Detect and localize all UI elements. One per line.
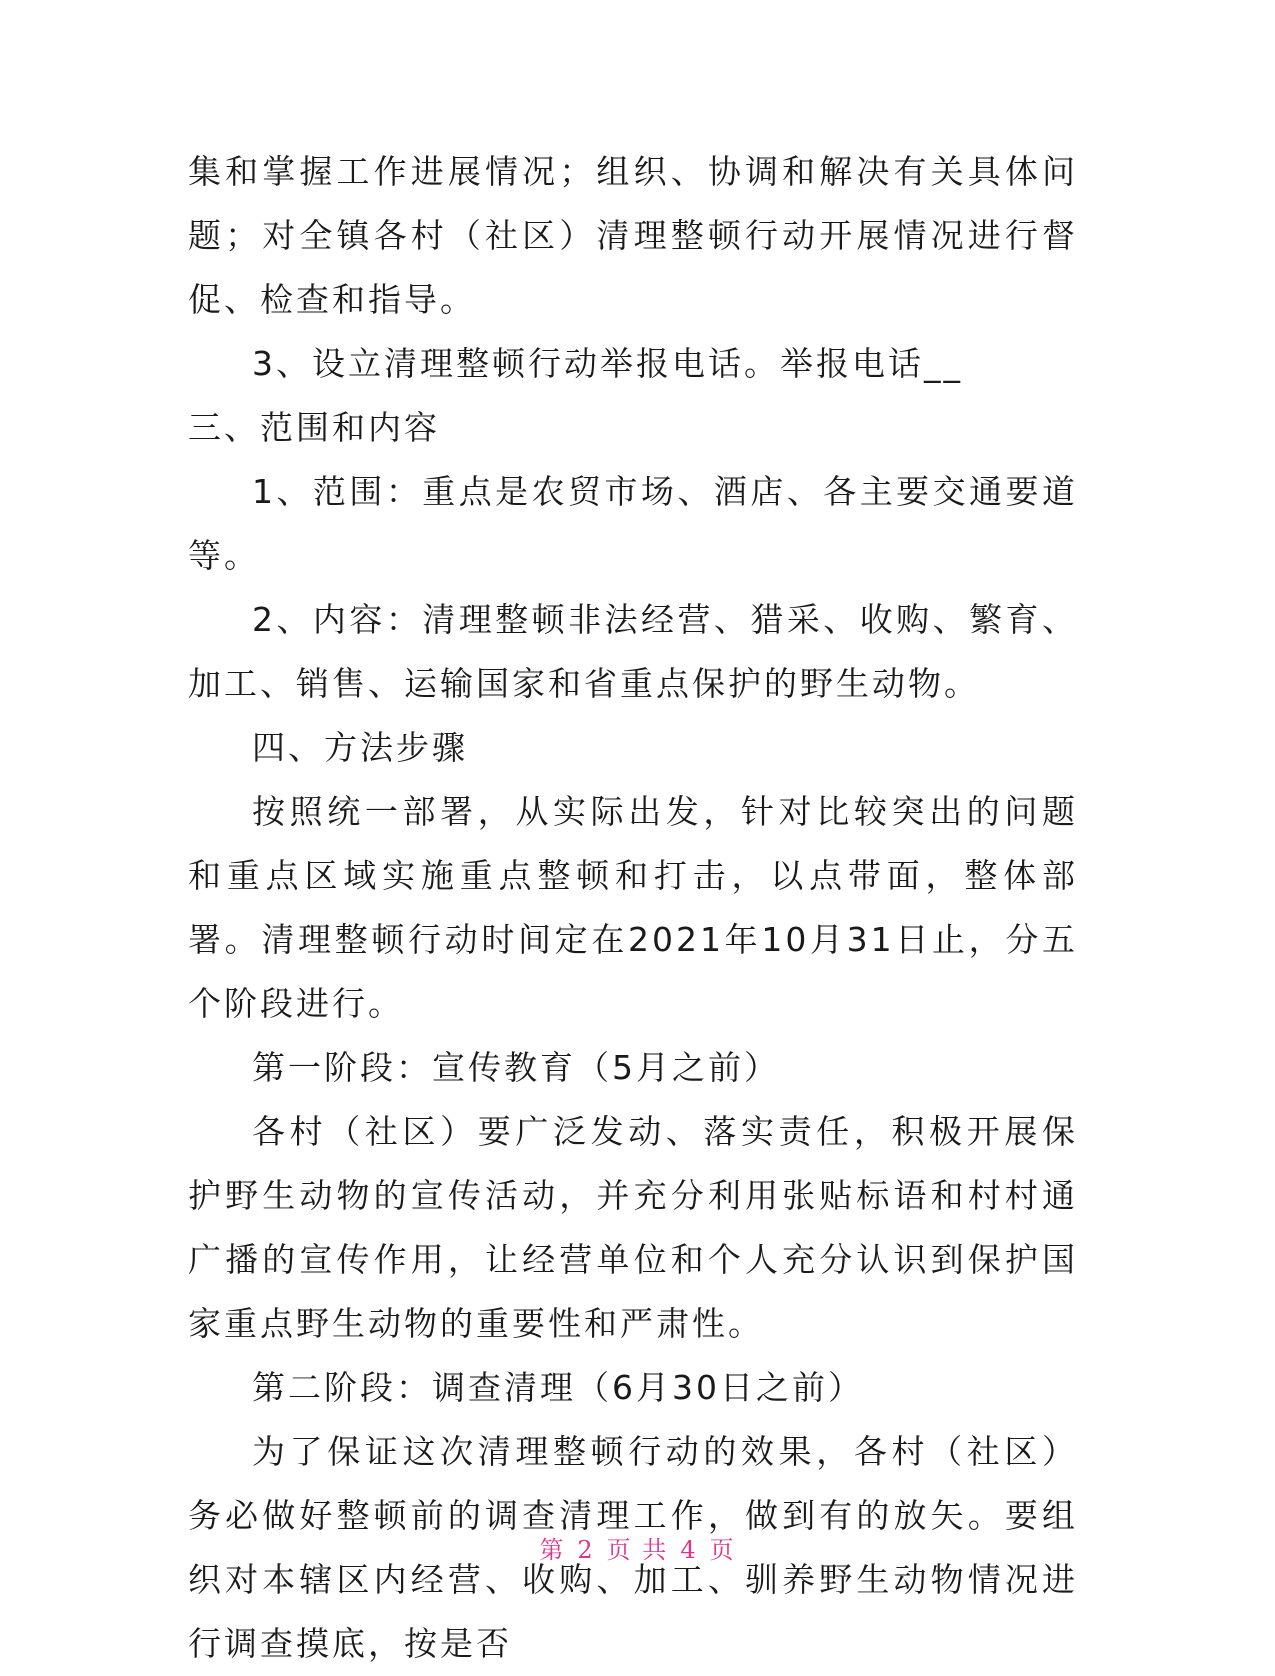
footer-prefix: 第: [539, 1536, 566, 1564]
page-footer: [0, 1530, 1275, 1565]
page-number: 2: [577, 1536, 595, 1564]
stage-heading: 第一阶段：宣传教育（5月之前）: [252, 1048, 780, 1087]
page-total: 4: [680, 1536, 698, 1564]
paragraph: 3、设立清理整顿行动举报电话。举报电话__: [252, 344, 963, 383]
stage-heading: 第二阶段：调查清理（6月30日之前）: [252, 1368, 864, 1407]
footer-suffix: 页: [709, 1536, 736, 1564]
paragraph: 按照统一部署，从实际出发，针对比较突出的问题和重点区域实施重点整顿和打击，以点带面，整体部署。清理整顿行动时间定在2021年10月31日止，分五个阶段进行。: [188, 792, 1078, 1023]
section-heading: 四、方法步骤: [252, 728, 468, 767]
document-body: [188, 140, 1078, 1676]
paragraph: 1、范围：重点是农贸市场、酒店、各主要交通要道等。: [188, 472, 1078, 575]
section-heading: 三、范围和内容: [188, 408, 440, 447]
paragraph: 集和掌握工作进展情况；组织、协调和解决有关具体问题；对全镇各村（社区）清理整顿行动开展情况进行督促、检查和指导。: [188, 152, 1078, 319]
paragraph: 各村（社区）要广泛发动、落实责任，积极开展保护野生动物的宣传活动，并充分利用张贴标语和村村通广播的宣传作用，让经营单位和个人充分认识到保护国家重点野生动物的重要性和严肃性。: [188, 1112, 1078, 1343]
paragraph: 2、内容：清理整顿非法经营、猎采、收购、繁育、加工、销售、运输国家和省重点保护的野生动物。: [188, 600, 1078, 703]
paragraph: 为了保证这次清理整顿行动的效果，各村（社区）务必做好整顿前的调查清理工作，做到有的放矢。要组织对本辖区内经营、收购、加工、驯养野生动物情况进行调查摸底，按是否: [188, 1432, 1078, 1663]
footer-middle: 页 共: [606, 1536, 669, 1564]
